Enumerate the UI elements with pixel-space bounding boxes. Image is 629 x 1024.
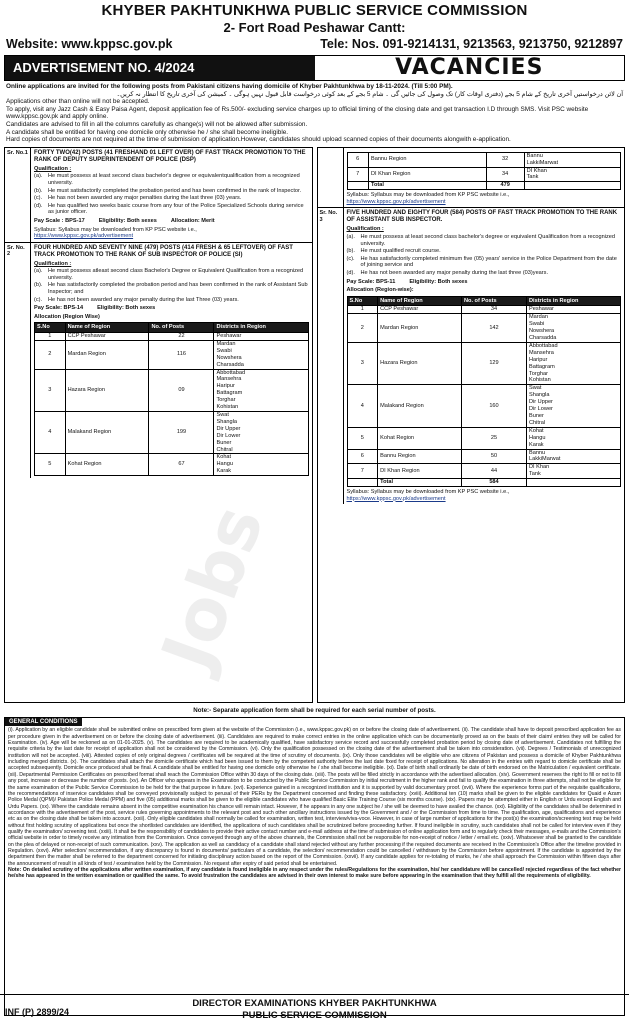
table-row: 5 Kohat Region 25 Kohat Hangu Karak <box>347 427 621 449</box>
post-serial: Sr. No. 2 <box>5 243 31 478</box>
pay-scale: Pay Scale : BPS-17 <box>34 217 85 224</box>
column-header: Districts in Region <box>526 296 620 306</box>
table-row: 7 DI Khan Region 44 DI Khan Tank <box>347 464 621 479</box>
table-row: 2 Mardan Region 142 Mardan Swabi Nowshera Charsadda <box>347 314 621 343</box>
watermark: Jobs <box>145 494 280 679</box>
eligibility: Eligibility: Both sexes <box>98 217 157 224</box>
qualification-label: Qualification : <box>346 226 384 233</box>
syllabus-link[interactable]: https://www.kppsc.gov.pk/advertisement <box>346 198 446 205</box>
qualification-item: (b). He must qualified recruit course. <box>346 248 441 255</box>
post-title: FIVE HUNDRED AND EIGHTY FOUR (584) POSTS OF FAST TRACK PROMOTION TO THE RANK OF ASSISTANT SUB INSPECTOR. <box>346 210 618 224</box>
allocation: Allocation: Merit <box>170 217 215 224</box>
column-header: Name of Region <box>65 323 149 333</box>
post-2 <box>5 243 312 478</box>
intro-line-4: Candidates are advised to fill in all the columns carefully as change(s) will not be allowed after submission. <box>6 120 308 128</box>
footer <box>0 994 629 1024</box>
advertisement-bar <box>4 55 625 81</box>
general-conditions-heading: GENERAL CONDITIONS <box>5 718 82 726</box>
syllabus-link[interactable]: https://www.kppsc.gov.pk/advertisement <box>346 495 446 502</box>
qualification-item: (c). He has satisfactorily completed minimum five (05) years' service in the Police Department from the date of joining service and <box>346 255 617 269</box>
eligibility: Eligibility: Both sexes <box>409 278 468 285</box>
column-header: Name of Region <box>378 296 462 306</box>
table-row: 5 Kohat Region 67 Kohat Hangu Karak <box>35 454 309 476</box>
posts-columns <box>0 146 629 704</box>
inf-number: INF (P) 2899/24 <box>5 1007 70 1018</box>
post-serial: Sr. No. 3 <box>318 208 344 504</box>
director-signature: DIRECTOR EXAMINATIONS KHYBER PAKHTUNKHWA PUBLIC SERVICE COMMISSION <box>192 998 437 1021</box>
qualification-item: (c). He has not been awarded any major penalty during the last Three (03) years. <box>34 296 239 303</box>
column-header: No. of Posts <box>149 323 214 333</box>
vacancies-heading: VACANCIES <box>395 55 544 81</box>
right-column <box>317 147 626 703</box>
qualification-item: (b). He has satisfactorily completed the probation period and has been confirmed in the rank of Assistant Sub Inspector; and <box>34 282 308 296</box>
table-row: 2 Mardan Region 116 Mardan Swabi Nowshera Charsadda <box>35 340 309 369</box>
total-row: Total 584 <box>347 479 621 487</box>
intro-line-2: Applications other than online will not be accepted. <box>6 98 150 106</box>
header <box>0 0 629 53</box>
column-header: S.No <box>347 296 378 306</box>
intro-line-1: Online applications are invited for the following posts from Pakistani citizens having domicile of Khyber Pakhtunkhwa by 18-11-2024. (Till 5:00 PM). <box>6 83 453 90</box>
intro-line-3: To apply, visit any Jazz Cash & Easy Paisa Agent, deposit application fee of Rs.500/- excluding service charges up to official timing of the closing date and get transaction I.D through SMS. Visit PSC website www.kppsc.gov.pk and apply online. <box>6 105 589 121</box>
general-conditions <box>4 717 625 1016</box>
column-header: Districts in Region <box>214 323 308 333</box>
qualification-item: (a). He must possess at least second class bachelor's degree or equivalentqualification from a recognized university. <box>34 173 300 186</box>
table-row: 1 CCP Peshawar 34 Peshawar <box>347 306 621 314</box>
column-header: No. of Posts <box>461 296 526 306</box>
left-column <box>4 147 313 703</box>
contact-line <box>0 36 629 53</box>
total-row: Total 479 <box>347 182 621 190</box>
syllabus-text: Syllabus: Syllabus may be downloaded from KP PSC website i.e., <box>346 192 510 199</box>
table-row: 6 Bannu Region 50 Bannu LakkiMarwat <box>347 449 621 464</box>
table-row: 3 Hazara Region 129 Abbottabad Mansehra Haripur Battagram Torghar Kohistan <box>347 342 621 384</box>
general-conditions-note: Note: On detailed scrutiny of the applications after written examination, if any candidate is found ineligible in any respect under the rules/Regulations for the examination, his/ her candidature will be cancelled/ rejected regardless of the fact whether he/she has appeared in the written examination or qualified the same. To avoid frustration the candidates are advised in their own interest to make sure before appearing in the examination that they fulfill all the requirements of eligibility. <box>8 866 621 880</box>
post-1 <box>5 148 312 243</box>
table-row: 6 Bannu Region 32 Bannu LakkiMarwat <box>347 152 621 167</box>
syllabus-text: Syllabus: Syllabus may be downloaded from KP PSC website i.e., <box>34 226 197 233</box>
address: 2- Fort Road Peshawar Cantt: <box>223 20 406 35</box>
general-conditions-text: (i). Application by an eligible candidate shall be submitted online on prescribed form given at the website of the Commission (i.e., www.kppsc.gov.pk) on or before the closing date of advertisement. (ii). The candidate shall have to deposit prescribed application fee as per procedure given in the advertisement on or before the closing date of advertisement. (iii). Candidates are required to make correct entries in the online application which can be documentarily proved as on the basis of their claim/ entries they will be called for Examination. (iv). Age will be reckoned as on 01-01-2025. (v). The candidates are required to be academically qualified, have satisfactory service record and successfully completed probation period by closing date of advertisement. Candidates not fulfilling the requisite criteria by the last date for receipt of application shall not be considered by the Commission. (vi). Only the qualification possessed on the closing date of the advertisement shall be taken into consideration. (vii). Degrees / Testimonials of unrecognized institution will not be accepted. (viii). Attested copies of only original degrees / certificates will be required at the time of scrutiny of documents. (ix). Only those candidates will be eligible who are citizens of Pakistan and possess a domicile of Khyber Pakhtunkhwa including merged districts. (x). The candidates shall attach the domicile certificate which had been issued to them by the competent authority before the last date fixed for receipt of applications. No alteration in the entries with regard to domicile certificate shall be accepted subsequently. Domicile once produced shall be final. A candidate shall be entitled for having one domicile only otherwise he / she shall become ineligible. (xi). Date of birth shall ordinarily be date of birth endorsed on the Matriculation / equivalent certificate. (xii). Departmental Permission Certificates on prescribed format shall reach the Commission Office within 30 days of the closing date. (xiii). The posts will be filled strictly in accordance with the advertised allocation. (xiv). Government reserves the right to fill or not to fill any post, increase or decrease the number of posts. (xv). An Officer who appears in the Examination to be conducted by the Public Service Commission by initial recruitment in the higher rank and fail to qualify the examination in three attempts, shall not be eligible for the same examination of the Public Service Commission to be held for the that purpose in future. (xvi). Experience gained in a recognized institution and it is supported by valid documentary proof. (xvii). Where the experience forms part of the requisite qualifications, the recommendations of inservice candidates shall be conveyed provisionally subject to perusal of their PERs by the Department concerned and finding these satisfactory. (xviii). Additional ten (10) marks shall be given to the eligible candidates for Quaid e Azam Police Medal (QPM)/ Pakistan Police Medal (PPM) and five (05) additional marks shall be given to the eligible candidates who have qualified Basic Elite Training Course (six months course). (xix). Papers may be attempted either in English or Urdu except English and Urdu Papers. (xx). Where the candidate remains absent in the competitive examination his chance will remain intact. However, if he appears in any one subject he / she will be deemed to have availed the chance. (xxi). Eligibility of the candidates shall be determined in accordance with the advertisement of the post, service rules governing appointments to the relevant post and such other ancillary instructions issued by the Government and / or the Commission from time to time. The qualification, age, qualifications and experience etc as on the closing date shall be taken into account. (xxii). Only eligible candidates shall normally be called for examination, written test, interview/viva-voce. However, in case of large number of applications for the post(s) the examination/screening test may be held without first holding scrutiny of applications but once the shortlisted candidates are identified, the applications of such candidates shall be scrutinized before proceeding further. If found ineligible in scrutiny, such candidates shall not be called for interview even if they qualify the examination/ screening test. (xxiii). It shall be the responsibility of candidates to provide their active contact number and e-mail address at the time of submission of online application form and to regularly check their messages, e-mails and the Commission's official website in order to timely receive any intimation from the Commission. Once conveyed through any of the above channels, the Commission shall not be responsible for non-receipt of notice / letter / email etc. (xxiv). Whatsoever shall be granted to the candidate on the plea of delayed or non-receipt of such communication. (xxv). The application as well as candidacy of a candidate shall stand rejected without any further processing if the required documents are received in the Commission's Office after the timeline provided in Regulation. (xxvi). After selection/ recommendation, if any discrepancy is found in documents/ particulars of a candidate, the selection/ recommendation could be cancelled / withdrawn by the Commission before appointment. If the candidate is appointed by the department then the matter shall be referred to the department concerned for initiating disciplinary action based on the report of the Commission. (xxvii). If any candidate applies for re-totaling of marks, he / she shall approach the Commission within fifteen days after the announcement of result in all kinds of test / examination held by the Commission. No request after expiry of said period shall be entertained. <box>8 727 621 867</box>
post-title: FORTY TWO(42) POSTS (41 FRESHAND 01 LEFT OVER) OF FAST TRACK PROMOTION TO THE RANK OF DEPUTY SUPERINTENDENT OF POLICE (DSP) <box>34 149 306 163</box>
allocation-title: Allocation (Region Wise) <box>34 313 100 320</box>
post-3 <box>318 208 625 504</box>
qualification-label: Qualification : <box>34 165 72 172</box>
intro-line-5: A candidate shall be entitled for having one domicile only otherwise he / she shall become ineligible. <box>6 128 289 136</box>
syllabus-text: Syllabus: Syllabus may be downloaded from KP PSC website i.e., <box>346 489 510 496</box>
column-header: S.No <box>35 323 66 333</box>
qualification-item: (d). He has not been awarded any major penalty during the last three (03)years. <box>346 270 548 277</box>
intro-block <box>0 81 629 146</box>
syllabus-link[interactable]: https://www.kppsc.gov.pk/advertisement <box>34 233 134 240</box>
intro-urdu: آن لائن درخواستیں آخری تاریخ کے شام 5 بجے (دفتری اوقات کار) تک وصول کی جائیں گی ۔ شام 5 بجے کے بعد کوئی درخواست قابل قبول نہیں ہوگی ۔ کمیشن کی آخری تاریخ کا انتظار نہ کریں۔ <box>116 90 623 98</box>
table-row: 4 Malakand Region 199 Swat Shangla Dir Upper Dir Lower Buner Chitral <box>35 412 309 454</box>
table-row: 3 Hazara Region 09 Abbottabad Mansehra Haripur Battagram Torghar Kohistan <box>35 369 309 411</box>
separate-form-note: Note:- Separate application form shall be required for each serial number of posts. <box>193 706 436 714</box>
website[interactable]: Website: www.kppsc.gov.pk <box>6 37 173 51</box>
qualification-item: (d). He has qualified two weeks basic course from any four of the Police Specialized Schools during service as junior officer. <box>34 202 304 216</box>
org-title: KHYBER PAKHTUNKHWA PUBLIC SERVICE COMMISSION <box>101 2 528 19</box>
qualification-item: (c). He has not been awarded any major penalties during the last three (03) years. <box>34 195 242 202</box>
pay-scale: Pay Scale: BPS-11 <box>346 278 396 285</box>
qualification-item: (b). He must satisfactorily completed the probation period and has been confirmed in the rank of Inspector. <box>34 187 302 194</box>
qualification-label: Qualification : <box>34 260 72 267</box>
allocation-title: Allocation (Region-wise): <box>346 287 414 294</box>
table-row: 1 CCP Peshawar 22 Peshawar <box>35 333 309 341</box>
phones: Tele: Nos. 091-9214131, 9213563, 9213750, 9212897 <box>320 37 623 51</box>
post-title: FOUR HUNDRED AND SEVENTY NINE (479) POSTS (414 FRESH & 65 LEFTOVER) OF FAST TRACK PROMOTION TO THE RANK OF SUB INSPECTOR OF POLICE (SI) <box>34 244 293 258</box>
qualification-item: (a). He must possess atleast second class Bachelor's Degree or Equivalent Qualification from a recognized university. <box>34 268 304 281</box>
table-row: 4 Malakand Region 160 Swat Shangla Dir Upper Dir Lower Buner Chitral <box>347 385 621 427</box>
pay-scale: Pay Scale: BPS-14 <box>34 305 84 312</box>
intro-line-6: Hard copies of documents are not required at the time of submission of application.However, candidates should upload scanned copies of their documents alongwith e-application. <box>6 136 511 144</box>
eligibility: Eligibility: Both sexes <box>97 305 156 312</box>
qualification-item: (a). He must possess at least second class bachelor's degree or equivalent Qualification from a recognized university. <box>346 234 615 247</box>
allocation-table <box>347 296 622 487</box>
allocation-table-continued <box>347 152 622 191</box>
allocation-table <box>34 322 309 476</box>
table-row: 7 DI Khan Region 34 DI Khan Tank <box>347 167 621 182</box>
post-serial: Sr. No.1 <box>5 148 31 242</box>
post-2-continued <box>318 148 625 209</box>
advertisement-number: ADVERTISEMENT NO. 4/2024 <box>5 56 315 80</box>
